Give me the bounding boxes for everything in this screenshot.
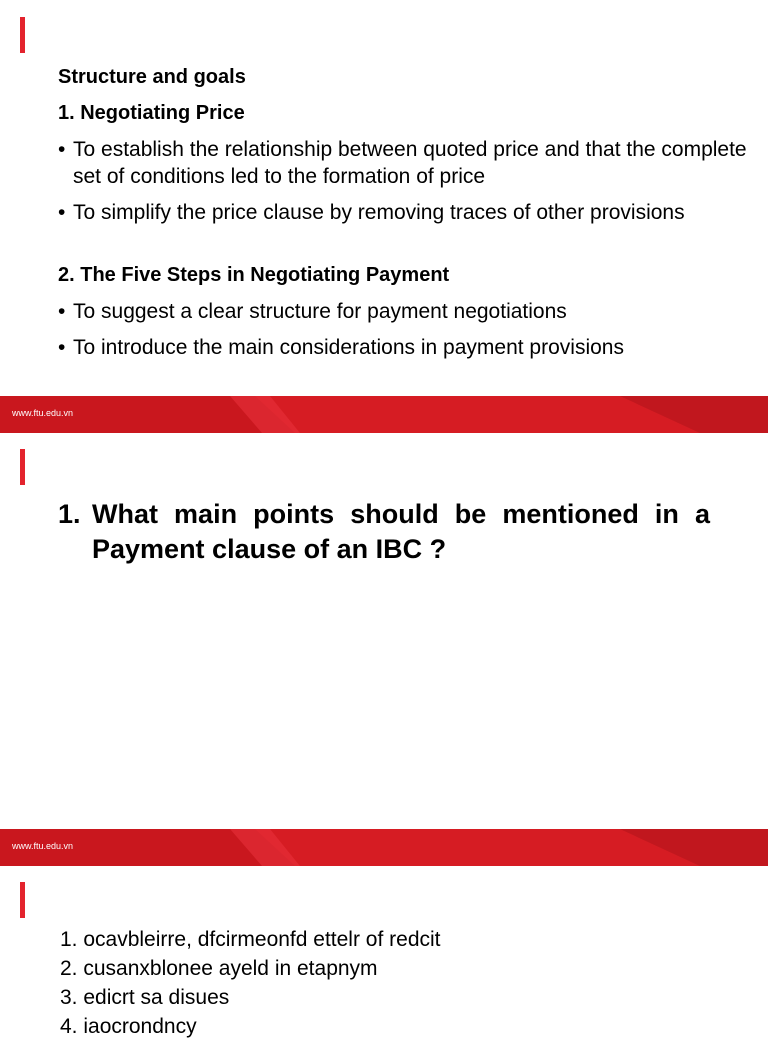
footer-url: www.ftu.edu.vn: [12, 841, 74, 851]
footer-stripe-graphic: [0, 396, 768, 433]
slide-accent-bar: [20, 449, 25, 485]
list-number: 1.: [60, 928, 78, 951]
bullet-icon: •: [58, 300, 66, 323]
bullet-item: [58, 334, 748, 361]
bullet-item: [58, 199, 748, 226]
list-item: [60, 984, 229, 1012]
bullet-icon: •: [58, 336, 66, 359]
bullet-item: [58, 136, 748, 190]
slide-footer: [0, 829, 768, 866]
bullet-icon: •: [58, 138, 66, 161]
footer-stripe-graphic: [0, 829, 768, 866]
bullet-item: [58, 298, 748, 325]
list-item: [60, 955, 378, 983]
list-text: edicrt sa disues: [77, 986, 230, 1009]
footer-url: www.ftu.edu.vn: [12, 408, 74, 418]
section-heading-five-steps: 2. The Five Steps in Negotiating Payment: [58, 264, 450, 286]
slide-footer: [0, 396, 768, 433]
list-number: 3.: [60, 986, 78, 1009]
section-heading-negotiating-price: 1. Negotiating Price: [58, 102, 245, 124]
list-number: 2.: [60, 957, 78, 980]
list-text: ocavbleirre, dfcirmeonfd ettelr of redcit: [77, 928, 441, 951]
list-text: iaocrondncy: [77, 1015, 197, 1038]
slide-structure-goals: [0, 0, 768, 396]
list-text: cusanxblonee ayeld in etapnym: [77, 957, 378, 980]
bullet-text: To simplify the price clause by removing traces of other provisions: [73, 201, 685, 224]
slide-accent-bar: [20, 882, 25, 918]
list-item: [60, 926, 441, 954]
slide-scrambled-list: [0, 866, 768, 1038]
bullet-text: To introduce the main considerations in payment provisions: [73, 336, 624, 359]
question-text: What main points should be mentioned in a Payment clause of an IBC ?: [92, 499, 710, 564]
bullet-icon: •: [58, 201, 66, 224]
question-number: 1.: [58, 499, 81, 529]
slide-question: [0, 433, 768, 829]
bullet-text: To establish the relationship between quoted price and that the complete set of conditions led to the formation of price: [73, 138, 747, 188]
list-item: [60, 1013, 197, 1041]
bullet-text: To suggest a clear structure for payment negotiations: [73, 300, 567, 323]
list-number: 4.: [60, 1015, 78, 1038]
slide-heading: Structure and goals: [58, 66, 246, 88]
question-item: [58, 497, 710, 567]
slide-accent-bar: [20, 17, 25, 53]
